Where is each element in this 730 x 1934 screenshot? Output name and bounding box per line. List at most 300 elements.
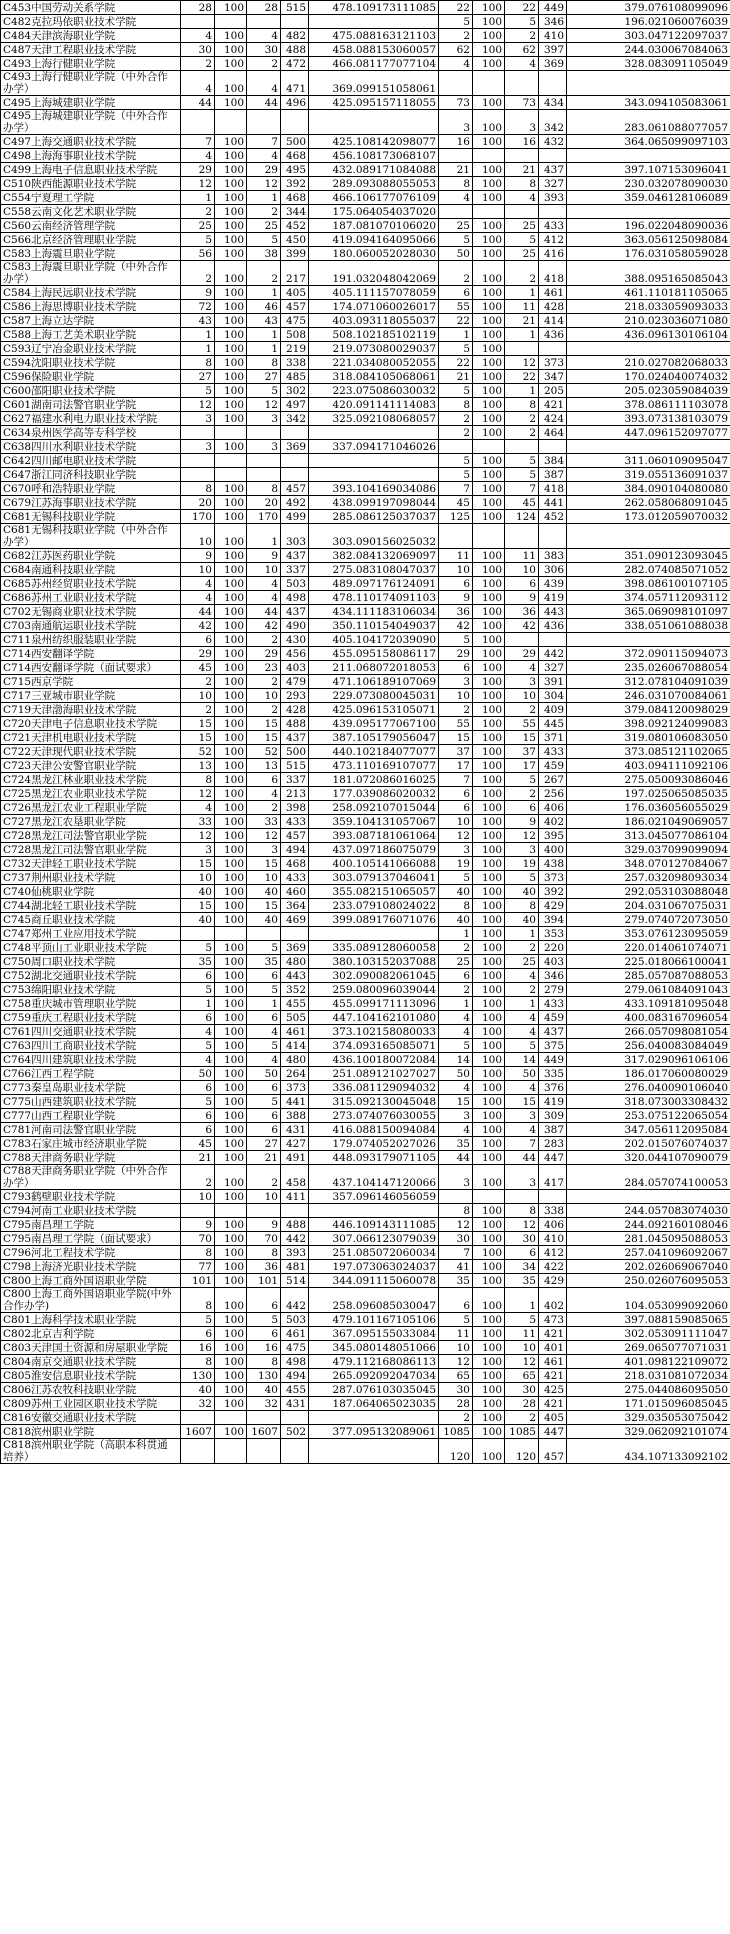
value-cell-c [247, 110, 281, 135]
value-cell-f: 3 [439, 110, 473, 135]
value-cell-c: 4 [247, 1053, 281, 1067]
value-cell-g: 100 [473, 731, 505, 745]
school-name-cell: C584上海民远职业技术学院 [1, 286, 181, 300]
value-cell-j: 398.092124099083 [567, 717, 730, 731]
school-name-cell: C800上海工商外国语职业学院(中外合作办学) [1, 1288, 181, 1313]
value-cell-j: 285.057087088053 [567, 969, 730, 983]
value-cell-f: 44 [439, 1151, 473, 1165]
value-cell-e: 285.086125037037 [309, 510, 439, 524]
table-row [1, 1439, 730, 1464]
value-cell-f: 2 [439, 261, 473, 286]
value-cell-g: 100 [473, 1081, 505, 1095]
value-cell-a: 27 [181, 370, 215, 384]
value-cell-h: 120 [505, 1439, 539, 1464]
value-cell-c: 33 [247, 815, 281, 829]
value-cell-g: 100 [473, 1165, 505, 1190]
value-cell-h: 1 [505, 997, 539, 1011]
value-cell-f: 55 [439, 300, 473, 314]
value-cell-f: 65 [439, 1369, 473, 1383]
value-cell-e [309, 468, 439, 482]
value-cell-j: 363.056125098084 [567, 233, 730, 247]
value-cell-i: 205 [539, 384, 567, 398]
value-cell-b: 100 [215, 1190, 247, 1204]
value-cell-b: 100 [215, 1341, 247, 1355]
value-cell-c: 3 [247, 843, 281, 857]
value-cell-g: 100 [473, 1232, 505, 1246]
value-cell-h: 4 [505, 969, 539, 983]
value-cell-e: 229.073080045031 [309, 689, 439, 703]
value-cell-c: 3 [247, 440, 281, 454]
value-cell-d: 503 [281, 1313, 309, 1327]
value-cell-j: 393.073138103079 [567, 412, 730, 426]
school-name-cell: C804南京交通职业技术学院 [1, 1355, 181, 1369]
value-cell-f: 40 [439, 913, 473, 927]
value-cell-h [505, 524, 539, 549]
value-cell-h: 6 [505, 1246, 539, 1260]
value-cell-b: 100 [215, 549, 247, 563]
value-cell-e: 325.092108068057 [309, 412, 439, 426]
value-cell-j: 266.057098081054 [567, 1025, 730, 1039]
value-cell-b [215, 468, 247, 482]
value-cell-j: 303.047122097037 [567, 29, 730, 43]
value-cell-f: 15 [439, 731, 473, 745]
value-cell-c: 2 [247, 1165, 281, 1190]
value-cell-h: 1 [505, 384, 539, 398]
value-cell-a: 1607 [181, 1425, 215, 1439]
value-cell-i: 436 [539, 328, 567, 342]
value-cell-i: 424 [539, 412, 567, 426]
table-row [1, 1109, 730, 1123]
value-cell-b: 100 [215, 983, 247, 997]
value-cell-g: 100 [473, 57, 505, 71]
value-cell-j: 374.057112093112 [567, 591, 730, 605]
value-cell-e: 466.106177076109 [309, 191, 439, 205]
value-cell-f: 1 [439, 328, 473, 342]
value-cell-c: 1 [247, 342, 281, 356]
value-cell-i: 387 [539, 468, 567, 482]
value-cell-d: 492 [281, 496, 309, 510]
value-cell-c [247, 454, 281, 468]
value-cell-b: 100 [215, 955, 247, 969]
value-cell-h: 2 [505, 426, 539, 440]
value-cell-e: 369.099151058061 [309, 71, 439, 96]
value-cell-e: 473.110169107077 [309, 759, 439, 773]
value-cell-g: 100 [473, 1123, 505, 1137]
value-cell-i: 437 [539, 163, 567, 177]
value-cell-h: 25 [505, 219, 539, 233]
value-cell-h: 5 [505, 871, 539, 885]
value-cell-i: 428 [539, 300, 567, 314]
value-cell-e: 374.093165085071 [309, 1039, 439, 1053]
value-cell-e: 471.106189107069 [309, 675, 439, 689]
school-name-cell: C763四川工商职业技术学院 [1, 1039, 181, 1053]
value-cell-h: 5 [505, 1039, 539, 1053]
table-row [1, 955, 730, 969]
value-cell-g: 100 [473, 1383, 505, 1397]
value-cell-a [181, 1439, 215, 1464]
table-row [1, 997, 730, 1011]
value-cell-f: 55 [439, 717, 473, 731]
value-cell-d: 505 [281, 1011, 309, 1025]
value-cell-j: 292.053103088048 [567, 885, 730, 899]
school-name-cell: C482克拉玛依职业技术学院 [1, 15, 181, 29]
value-cell-d: 431 [281, 1123, 309, 1137]
value-cell-e: 191.032048042069 [309, 261, 439, 286]
value-cell-a: 10 [181, 1190, 215, 1204]
value-cell-i: 401 [539, 1341, 567, 1355]
school-name-cell: C728黑龙江司法警官职业学院 [1, 843, 181, 857]
school-name-cell: C596保险职业学院 [1, 370, 181, 384]
value-cell-d: 515 [281, 1, 309, 15]
value-cell-b: 100 [215, 356, 247, 370]
value-cell-i: 449 [539, 1053, 567, 1067]
value-cell-b: 100 [215, 1425, 247, 1439]
table-row [1, 1246, 730, 1260]
value-cell-c: 5 [247, 1095, 281, 1109]
value-cell-e: 174.071060026017 [309, 300, 439, 314]
value-cell-a: 101 [181, 1274, 215, 1288]
value-cell-f: 5 [439, 871, 473, 885]
value-cell-c: 40 [247, 885, 281, 899]
value-cell-g: 100 [473, 1425, 505, 1439]
value-cell-d: 494 [281, 1369, 309, 1383]
value-cell-f: 5 [439, 1039, 473, 1053]
value-cell-b: 100 [215, 633, 247, 647]
school-name-cell: C809苏州工业园区职业技术学院 [1, 1397, 181, 1411]
value-cell-b: 100 [215, 496, 247, 510]
value-cell-j: 400.083167096054 [567, 1011, 730, 1025]
value-cell-a: 9 [181, 1218, 215, 1232]
value-cell-h: 4 [505, 1123, 539, 1137]
value-cell-j: 401.098122109072 [567, 1355, 730, 1369]
value-cell-f: 8 [439, 398, 473, 412]
value-cell-b: 100 [215, 247, 247, 261]
value-cell-a: 32 [181, 1397, 215, 1411]
value-cell-d: 342 [281, 412, 309, 426]
school-name-cell: C627福建水利电力职业技术学院 [1, 412, 181, 426]
table-row [1, 1123, 730, 1137]
value-cell-f: 50 [439, 1067, 473, 1081]
school-name-cell: C638四川水利职业技术学院 [1, 440, 181, 454]
table-row [1, 773, 730, 787]
value-cell-b: 100 [215, 1246, 247, 1260]
value-cell-j [567, 149, 730, 163]
value-cell-h: 4 [505, 57, 539, 71]
value-cell-h: 12 [505, 829, 539, 843]
value-cell-j: 347.056112095084 [567, 1123, 730, 1137]
value-cell-j: 220.014061074071 [567, 941, 730, 955]
value-cell-a [181, 1411, 215, 1425]
school-name-cell: C758重庆城市管理职业学院 [1, 997, 181, 1011]
table-row [1, 191, 730, 205]
value-cell-f: 5 [439, 1313, 473, 1327]
value-cell-j: 433.109181095048 [567, 997, 730, 1011]
value-cell-i: 220 [539, 941, 567, 955]
value-cell-f: 6 [439, 787, 473, 801]
value-cell-d: 441 [281, 1095, 309, 1109]
value-cell-c: 5 [247, 1313, 281, 1327]
table-row [1, 857, 730, 871]
value-cell-b: 100 [215, 1232, 247, 1246]
value-cell-b: 100 [215, 1123, 247, 1137]
value-cell-g: 100 [473, 689, 505, 703]
value-cell-c: 5 [247, 384, 281, 398]
value-cell-d: 498 [281, 1355, 309, 1369]
value-cell-b: 100 [215, 787, 247, 801]
value-cell-h: 2 [505, 261, 539, 286]
value-cell-a: 8 [181, 356, 215, 370]
table-row [1, 510, 730, 524]
value-cell-h: 4 [505, 1025, 539, 1039]
value-cell-b: 100 [215, 300, 247, 314]
value-cell-i: 338 [539, 1204, 567, 1218]
value-cell-b: 100 [215, 1313, 247, 1327]
school-name-cell: C759重庆工程职业技术学院 [1, 1011, 181, 1025]
value-cell-i: 309 [539, 1109, 567, 1123]
value-cell-h: 11 [505, 549, 539, 563]
value-cell-d: 491 [281, 1151, 309, 1165]
value-cell-b: 100 [215, 191, 247, 205]
table-row [1, 1218, 730, 1232]
value-cell-f: 40 [439, 885, 473, 899]
value-cell-i: 409 [539, 703, 567, 717]
value-cell-e: 211.068072018053 [309, 661, 439, 675]
value-cell-g: 100 [473, 843, 505, 857]
value-cell-a: 45 [181, 1137, 215, 1151]
value-cell-d [281, 468, 309, 482]
value-cell-e: 416.088150094084 [309, 1123, 439, 1137]
value-cell-j: 235.026067088054 [567, 661, 730, 675]
value-cell-d [281, 110, 309, 135]
table-row [1, 1067, 730, 1081]
value-cell-i: 439 [539, 577, 567, 591]
value-cell-f: 5 [439, 454, 473, 468]
value-cell-i: 419 [539, 1095, 567, 1109]
value-cell-e: 373.102158080033 [309, 1025, 439, 1039]
value-cell-e [309, 110, 439, 135]
value-cell-j: 329.062092101074 [567, 1425, 730, 1439]
value-cell-g: 100 [473, 510, 505, 524]
value-cell-f: 2 [439, 941, 473, 955]
value-cell-h: 8 [505, 177, 539, 191]
value-cell-e: 439.095177067100 [309, 717, 439, 731]
value-cell-a: 40 [181, 1383, 215, 1397]
value-cell-f: 6 [439, 1288, 473, 1313]
value-cell-c: 15 [247, 717, 281, 731]
value-cell-f: 4 [439, 1123, 473, 1137]
value-cell-h: 3 [505, 1109, 539, 1123]
value-cell-b: 100 [215, 219, 247, 233]
value-cell-g: 100 [473, 591, 505, 605]
value-cell-a: 10 [181, 871, 215, 885]
value-cell-j: 170.024040074032 [567, 370, 730, 384]
school-name-cell: C681无锡科技职业学院（中外合作办学） [1, 524, 181, 549]
value-cell-g: 100 [473, 15, 505, 29]
value-cell-j: 365.069098101097 [567, 605, 730, 619]
value-cell-f: 28 [439, 1397, 473, 1411]
value-cell-a: 45 [181, 661, 215, 675]
value-cell-f: 8 [439, 899, 473, 913]
value-cell-a: 5 [181, 1095, 215, 1109]
value-cell-i [539, 149, 567, 163]
table-row [1, 1327, 730, 1341]
table-row [1, 1190, 730, 1204]
value-cell-g: 100 [473, 759, 505, 773]
value-cell-g: 100 [473, 577, 505, 591]
table-row [1, 1081, 730, 1095]
value-cell-c: 8 [247, 1355, 281, 1369]
value-cell-g: 100 [473, 1411, 505, 1425]
value-cell-j: 171.015096085045 [567, 1397, 730, 1411]
value-cell-f: 2 [439, 412, 473, 426]
value-cell-i: 353 [539, 927, 567, 941]
value-cell-d: 388 [281, 1109, 309, 1123]
value-cell-d: 500 [281, 135, 309, 149]
value-cell-b: 100 [215, 71, 247, 96]
value-cell-f: 12 [439, 829, 473, 843]
value-cell-b: 100 [215, 1369, 247, 1383]
value-cell-b: 100 [215, 510, 247, 524]
value-cell-e: 478.110174091103 [309, 591, 439, 605]
value-cell-c: 6 [247, 1081, 281, 1095]
value-cell-c [247, 426, 281, 440]
value-cell-j: 359.046128106089 [567, 191, 730, 205]
value-cell-e: 303.079137046041 [309, 871, 439, 885]
value-cell-c: 15 [247, 857, 281, 871]
value-cell-b: 100 [215, 731, 247, 745]
value-cell-h [505, 633, 539, 647]
value-cell-j [567, 205, 730, 219]
value-cell-a: 4 [181, 1025, 215, 1039]
value-cell-f: 29 [439, 647, 473, 661]
value-cell-j: 244.030067084063 [567, 43, 730, 57]
value-cell-a: 9 [181, 286, 215, 300]
value-cell-c: 1 [247, 328, 281, 342]
value-cell-i [539, 524, 567, 549]
value-cell-f: 6 [439, 661, 473, 675]
value-cell-a: 7 [181, 135, 215, 149]
value-cell-j: 197.025065085035 [567, 787, 730, 801]
school-name-cell: C747郑州工业应用技术学院 [1, 927, 181, 941]
value-cell-j: 250.026076095053 [567, 1274, 730, 1288]
value-cell-f: 35 [439, 1137, 473, 1151]
value-cell-d: 217 [281, 261, 309, 286]
value-cell-b: 100 [215, 899, 247, 913]
value-cell-a: 43 [181, 314, 215, 328]
table-row [1, 1137, 730, 1151]
table-row [1, 233, 730, 247]
value-cell-g: 100 [473, 191, 505, 205]
school-name-cell: C484天津滨海职业学院 [1, 29, 181, 43]
school-name-cell: C642四川邮电职业技术学院 [1, 454, 181, 468]
value-cell-b: 100 [215, 177, 247, 191]
value-cell-a: 3 [181, 843, 215, 857]
school-name-cell: C495上海城建职业学院 [1, 96, 181, 110]
value-cell-e: 287.076103035045 [309, 1383, 439, 1397]
value-cell-h: 22 [505, 370, 539, 384]
value-cell-d: 303 [281, 524, 309, 549]
value-cell-f: 6 [439, 969, 473, 983]
value-cell-d: 392 [281, 177, 309, 191]
value-cell-e: 425.108142098077 [309, 135, 439, 149]
value-cell-i: 304 [539, 689, 567, 703]
value-cell-i: 434 [539, 96, 567, 110]
value-cell-d [281, 15, 309, 29]
school-name-cell: C796河北工程技术学院 [1, 1246, 181, 1260]
value-cell-b [215, 1411, 247, 1425]
table-row [1, 731, 730, 745]
value-cell-j: 257.041096092067 [567, 1246, 730, 1260]
value-cell-d [281, 927, 309, 941]
value-cell-i: 432 [539, 135, 567, 149]
value-cell-e: 357.096146056059 [309, 1190, 439, 1204]
value-cell-c: 8 [247, 1246, 281, 1260]
value-cell-c: 36 [247, 1260, 281, 1274]
value-cell-e: 448.093179071105 [309, 1151, 439, 1165]
value-cell-g [473, 440, 505, 454]
value-cell-h: 2 [505, 29, 539, 43]
value-cell-c [247, 1411, 281, 1425]
table-row [1, 300, 730, 314]
value-cell-f: 4 [439, 57, 473, 71]
value-cell-j: 262.058068091045 [567, 496, 730, 510]
value-cell-f: 45 [439, 496, 473, 510]
value-cell-i: 461 [539, 286, 567, 300]
value-cell-h: 8 [505, 1204, 539, 1218]
value-cell-h: 36 [505, 605, 539, 619]
value-cell-h: 30 [505, 1383, 539, 1397]
value-cell-e: 265.092092047034 [309, 1369, 439, 1383]
value-cell-d: 481 [281, 1260, 309, 1274]
value-cell-d: 369 [281, 941, 309, 955]
value-cell-d: 431 [281, 1397, 309, 1411]
value-cell-c: 5 [247, 1039, 281, 1053]
value-cell-i: 459 [539, 1011, 567, 1025]
table-row [1, 605, 730, 619]
value-cell-e: 315.092130045048 [309, 1095, 439, 1109]
value-cell-g: 100 [473, 135, 505, 149]
value-cell-c: 46 [247, 300, 281, 314]
value-cell-b: 100 [215, 342, 247, 356]
value-cell-f: 4 [439, 1081, 473, 1095]
value-cell-h [505, 1190, 539, 1204]
table-row [1, 577, 730, 591]
value-cell-e: 258.092107015044 [309, 801, 439, 815]
school-name-cell: C800上海工商外国语职业学院 [1, 1274, 181, 1288]
value-cell-g: 100 [473, 1025, 505, 1039]
value-cell-d: 457 [281, 829, 309, 843]
value-cell-j: 104.053099092060 [567, 1288, 730, 1313]
value-cell-e: 438.099197098044 [309, 496, 439, 510]
value-cell-f: 3 [439, 675, 473, 689]
value-cell-h: 4 [505, 661, 539, 675]
value-cell-d: 364 [281, 899, 309, 913]
value-cell-f: 1085 [439, 1425, 473, 1439]
value-cell-g: 100 [473, 549, 505, 563]
table-row [1, 1369, 730, 1383]
value-cell-f: 12 [439, 1355, 473, 1369]
school-name-cell: C803天津国土资源和房屋职业学院 [1, 1341, 181, 1355]
value-cell-e: 425.096153105071 [309, 703, 439, 717]
school-name-cell: C764四川建筑职业技术学院 [1, 1053, 181, 1067]
value-cell-a: 6 [181, 969, 215, 983]
table-row [1, 1039, 730, 1053]
value-cell-c: 16 [247, 1341, 281, 1355]
value-cell-g: 100 [473, 110, 505, 135]
value-cell-g: 100 [473, 927, 505, 941]
value-cell-a: 15 [181, 857, 215, 871]
school-name-cell: C647浙江同济科技职业学院 [1, 468, 181, 482]
